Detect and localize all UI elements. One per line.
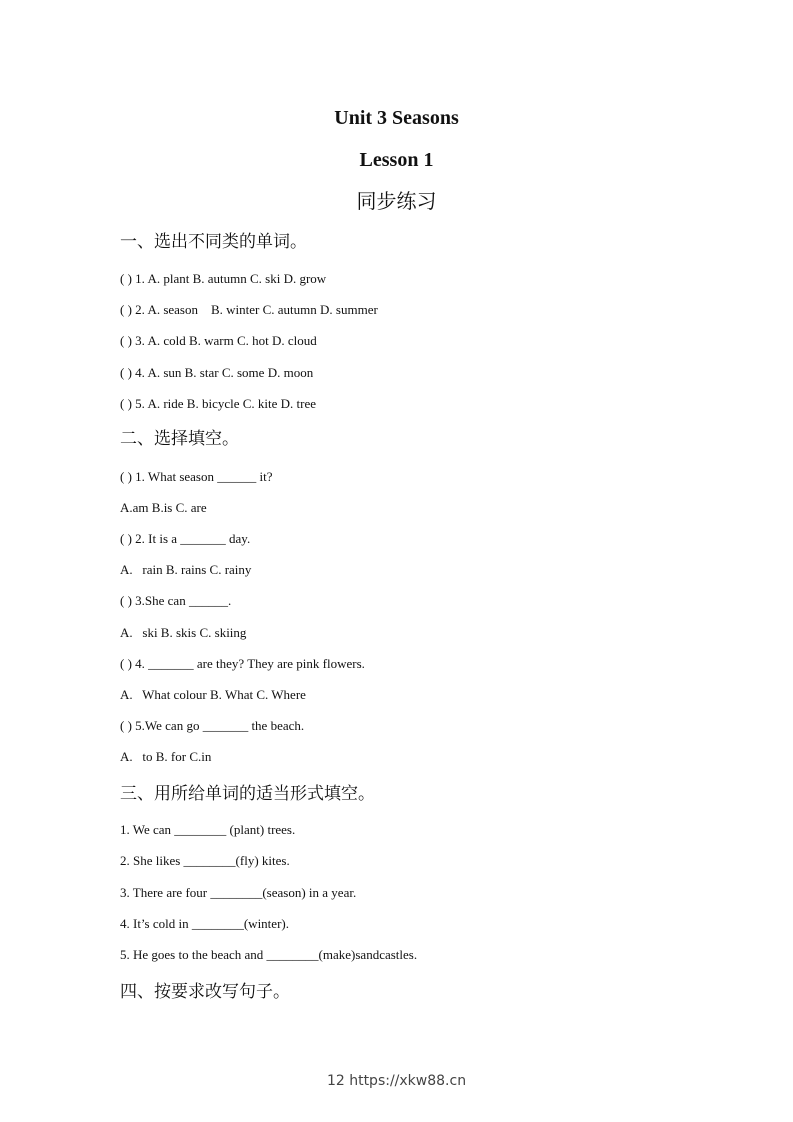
exercise-line: 5. He goes to the beach and ________(make)sandcastles. xyxy=(120,947,418,962)
exercise-line: ( ) 3. A. cold B. warm C. hot D. cloud xyxy=(120,333,317,348)
exercise-line: 4. It’s cold in ________(winter). xyxy=(120,916,289,931)
exercise-line: 3. There are four ________(season) in a year. xyxy=(120,885,357,900)
exercise-line: ( ) 1. What season ______ it? xyxy=(120,469,273,484)
page-footer: 12 https://xkw88.cn xyxy=(326,1073,467,1089)
exercise-line: ( ) 4. A. sun B. star C. some D. moon xyxy=(120,365,314,380)
exercise-line: ( ) 2. A. season B. winter C. autumn D. summer xyxy=(120,302,378,317)
section-1-heading: 一、选出不同类的单词。 xyxy=(120,232,307,252)
answer-options: A. ski B. skis C. skiing xyxy=(120,625,247,640)
document-title: Unit 3 Seasons xyxy=(334,107,459,129)
exercise-line: 2. She likes ________(fly) kites. xyxy=(120,853,290,868)
document-subtitle: 同步练习 xyxy=(356,189,437,213)
answer-options: A. to B. for C.in xyxy=(120,749,212,764)
exercise-line: 1. We can ________ (plant) trees. xyxy=(120,822,296,837)
section-2-heading: 二、选择填空。 xyxy=(120,429,239,449)
answer-options: A. rain B. rains C. rainy xyxy=(120,562,252,577)
exercise-line: ( ) 1. A. plant B. autumn C. ski D. grow xyxy=(120,271,327,286)
exercise-line: ( ) 5. A. ride B. bicycle C. kite D. tree xyxy=(120,396,317,411)
exercise-line: ( ) 5.We can go _______ the beach. xyxy=(120,718,305,733)
exercise-line: ( ) 3.She can ______. xyxy=(120,593,232,608)
exercise-line: ( ) 4. _______ are they? They are pink flowers. xyxy=(120,656,365,671)
lesson-title: Lesson 1 xyxy=(359,149,434,171)
section-4-heading: 四、按要求改写句子。 xyxy=(120,982,290,1002)
answer-options: A. What colour B. What C. Where xyxy=(120,687,306,702)
answer-options: A.am B.is C. are xyxy=(120,500,207,515)
exercise-line: ( ) 2. It is a _______ day. xyxy=(120,531,251,546)
section-3-heading: 三、用所给单词的适当形式填空。 xyxy=(120,784,375,804)
